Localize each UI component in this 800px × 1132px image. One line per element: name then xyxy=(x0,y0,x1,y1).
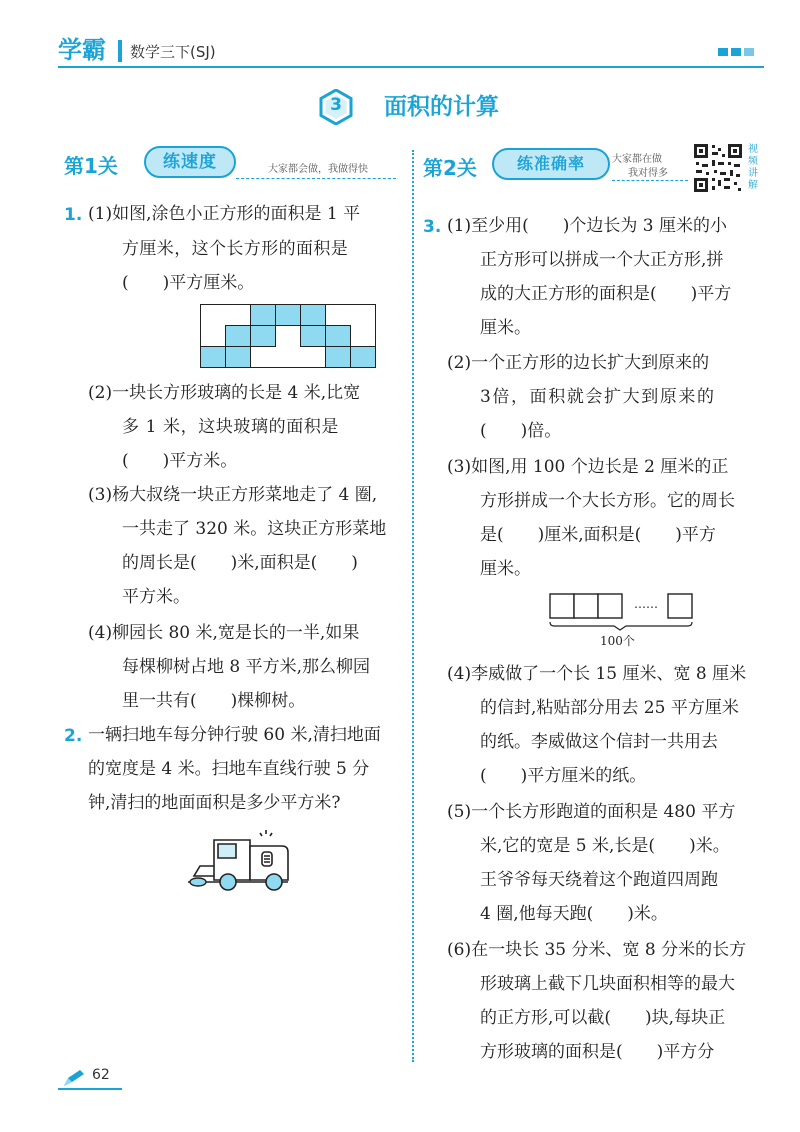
text-line: 形玻璃上截下几块面积相等的最大 xyxy=(480,974,735,994)
text-line: 方形玻璃的面积是( )平方分 xyxy=(480,1042,715,1062)
chapter-number: 3 xyxy=(330,95,342,115)
text-line: ( )倍。 xyxy=(480,421,562,441)
pencil-icon xyxy=(62,1068,88,1088)
text-line: (2)一块长方形玻璃的长是 4 米,比宽 xyxy=(88,383,361,403)
text-line: 的宽度是 4 米。扫地车直线行驶 5 分 xyxy=(88,759,370,779)
section2-badge: 练准确率 xyxy=(492,148,610,180)
text-line: 一辆扫地车每分钟行驶 60 米,清扫地面 xyxy=(88,725,381,745)
text-line: 方厘米，这个长方形的面积是 xyxy=(122,239,349,259)
shaded-square xyxy=(326,347,351,368)
text-line: (3)如图,用 100 个边长是 2 厘米的正 xyxy=(447,457,729,477)
text-line: 多 1 米，这块玻璃的面积是 xyxy=(122,417,340,437)
book-title: 数学三下(SJ) xyxy=(130,43,216,61)
text-line: 的纸。李威做这个信封一共用去 xyxy=(480,732,718,752)
shaded-square xyxy=(351,347,376,368)
squares-ellipsis: …… xyxy=(634,597,658,611)
text-line: (1)如图,涂色小正方形的面积是 1 平 xyxy=(88,204,361,224)
text-line: 米,它的宽是 5 米,长是( )米。 xyxy=(480,836,730,856)
text-line: 每棵柳树占地 8 平方米,那么柳园 xyxy=(122,657,371,677)
section1-slogan: 大家都会做，我做得快 xyxy=(268,164,368,175)
text-line: ( )平方厘米。 xyxy=(122,273,255,293)
row-of-squares-figure xyxy=(544,592,700,632)
shaded-grid-figure xyxy=(200,304,410,370)
text-line: 4 圈,他每天跑( )米。 xyxy=(480,904,668,924)
brand-logo: 学霸 xyxy=(58,36,106,64)
text-line: 3倍，面积就会扩大到原来的 xyxy=(480,387,716,407)
section2-rule xyxy=(612,180,688,181)
chapter-title: 面积的计算 xyxy=(384,94,499,120)
section2-slogan-1: 大家都在做 xyxy=(612,154,662,165)
text-line: 正方形可以拼成一个大正方形,拼 xyxy=(480,250,724,270)
text-line: (5)一个长方形跑道的面积是 480 平方 xyxy=(447,802,736,822)
shaded-square xyxy=(301,326,326,347)
video-label[interactable]: 视频讲解 xyxy=(748,144,758,191)
shaded-square xyxy=(301,305,326,326)
section2-slogan-2: 我对得多 xyxy=(628,168,668,179)
text-line: 王爷爷每天绕着这个跑道四周跑 xyxy=(480,870,718,890)
text-line: 成的大正方形的面积是( )平方 xyxy=(480,284,732,304)
text-line: 平方米。 xyxy=(122,587,190,607)
header-rule xyxy=(58,66,764,68)
text-line: 的正方形,可以截( )块,每块正 xyxy=(480,1008,726,1028)
shaded-square xyxy=(226,326,251,347)
text-line: 钟,清扫的地面面积是多少平方米? xyxy=(88,793,341,813)
shaded-square xyxy=(276,305,301,326)
header-square xyxy=(718,48,728,56)
footer-rule xyxy=(58,1088,122,1090)
shaded-square xyxy=(201,347,226,368)
text-line: 的周长是( )米,面积是( ) xyxy=(122,553,358,573)
header-square xyxy=(744,48,754,56)
text-line: (2)一个正方形的边长扩大到原来的 xyxy=(447,353,710,373)
text-line: ( )平方厘米的纸。 xyxy=(480,766,647,786)
text-line: 是( )厘米,面积是( )平方 xyxy=(480,525,716,545)
question-number-2: 2. xyxy=(64,726,83,746)
shaded-square xyxy=(251,326,276,347)
text-line: 厘米。 xyxy=(480,318,531,338)
street-sweeper-illustration xyxy=(184,826,294,894)
text-line: (4)李威做了一个长 15 厘米、宽 8 厘米 xyxy=(447,664,747,684)
header-square xyxy=(731,48,741,56)
text-line: 里一共有( )棵柳树。 xyxy=(122,691,306,711)
question-number-3: 3. xyxy=(423,217,442,237)
text-line: 方形拼成一个大长方形。它的周长 xyxy=(480,491,735,511)
text-line: (6)在一块长 35 分米、宽 8 分米的长方 xyxy=(447,940,747,960)
section1-name: 第1关 xyxy=(64,154,118,178)
shaded-square xyxy=(326,326,351,347)
text-line: 厘米。 xyxy=(480,559,531,579)
page-number: 62 xyxy=(92,1067,110,1083)
section1-rule xyxy=(236,178,396,179)
text-line: ( )平方米。 xyxy=(122,451,238,471)
text-line: (4)柳园长 80 米,宽是长的一半,如果 xyxy=(88,623,360,643)
squares-count-label: 100个 xyxy=(600,634,635,648)
shaded-square xyxy=(251,305,276,326)
column-divider xyxy=(412,150,414,1062)
text-line: (1)至少用( )个边长为 3 厘米的小 xyxy=(447,216,727,236)
text-line: 一共走了 320 米。这块正方形菜地 xyxy=(122,519,387,539)
shaded-square xyxy=(226,347,251,368)
text-line: 的信封,粘贴部分用去 25 平方厘米 xyxy=(480,698,739,718)
section2-name: 第2关 xyxy=(423,156,477,180)
qr-code-icon[interactable] xyxy=(692,142,744,194)
section1-badge: 练速度 xyxy=(144,146,236,178)
question-number-1: 1. xyxy=(64,205,83,225)
brand-separator xyxy=(118,40,122,62)
text-line: (3)杨大叔绕一块正方形菜地走了 4 圈, xyxy=(88,485,378,505)
